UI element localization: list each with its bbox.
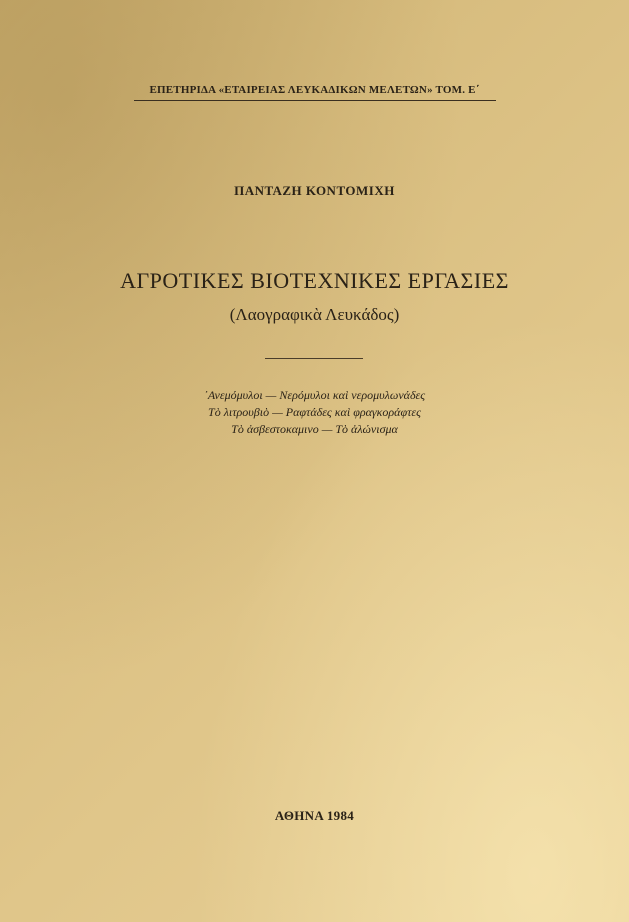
- author-name: ΠΑΝΤΑΖΗ ΚΟΝΤΟΜΙΧΗ: [234, 183, 395, 198]
- contents-line-3: Τὸ ἀσβεστοκαμινο — Τὸ ἁλώνισμα: [231, 422, 398, 436]
- title-divider: [265, 358, 363, 359]
- book-title: ΑΓΡΟΤΙΚΕΣ ΒΙΟΤΕΧΝΙΚΕΣ ΕΡΓΑΣΙΕΣ: [120, 268, 509, 293]
- book-subtitle: (Λαογραφικὰ Λευκάδος): [229, 305, 400, 324]
- contents-list: [0, 387, 629, 438]
- series-heading: ΕΠΕΤΗΡΙΔΑ «ΕΤΑΙΡΕΙΑΣ ΛΕΥΚΑΔΙΚΩΝ ΜΕΛΕΤΩΝ» ΤΟΜ. Ε΄: [149, 84, 480, 96]
- series-underline: [134, 100, 496, 101]
- contents-line-1: ᾿Ανεμόμυλοι — Νερόμυλοι καὶ νερομυλωνάδες: [203, 388, 426, 402]
- publication-place-year: ΑΘΗΝΑ 1984: [274, 808, 355, 823]
- contents-line-2: Τὸ λιτρουβιὸ — Ραφτάδες καὶ φραγκοράφτες: [208, 405, 421, 419]
